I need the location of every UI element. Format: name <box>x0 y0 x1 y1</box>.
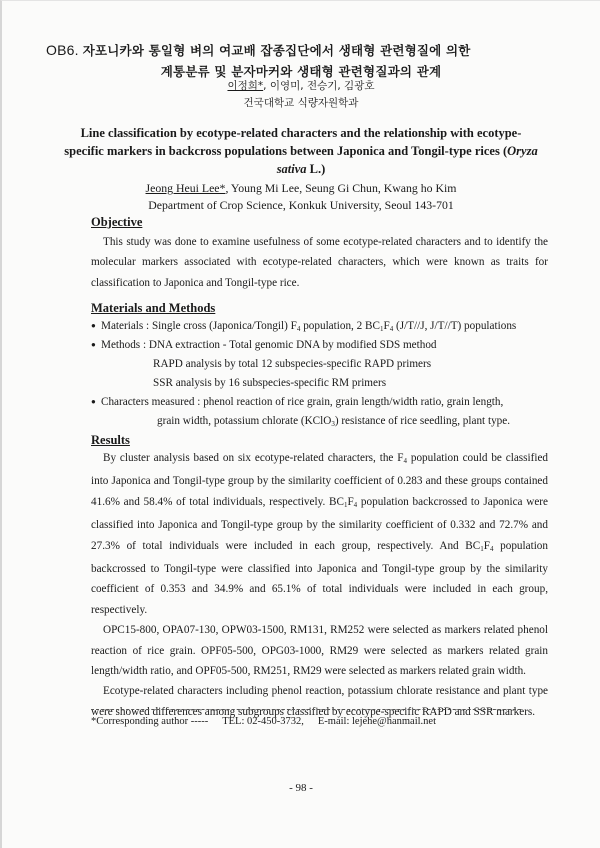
methods-line-3: SSR analysis by 16 subspecies-specific RM primers <box>153 377 387 389</box>
subscript: 4 <box>296 325 301 333</box>
korean-title-text-1: 자포니카와 통일형 벼의 여교배 잡종집단에서 생태형 관련형질에 의한 <box>82 43 471 58</box>
materials-text-d: (J/T//J, J/T//T) populations <box>393 320 517 332</box>
species-name: Oryza sativa <box>276 144 538 176</box>
bullet-icon: ● <box>91 397 96 406</box>
subscript: 1 <box>379 325 384 333</box>
korean-coauthors: , 이영미, 전승기, 김광호 <box>263 80 375 92</box>
subscript: 1 <box>480 544 484 553</box>
results-heading: Results <box>91 433 130 447</box>
results-paragraph-1 <box>91 448 548 620</box>
objective-text <box>91 232 548 293</box>
english-coauthors: , Young Mi Lee, Seung Gi Chun, Kwang ho Kim <box>225 181 457 195</box>
results-p1-a: By cluster analysis based on six ecotype-related characters, the F <box>103 452 404 464</box>
results-p1-d: population backcrossed to Japonica were classified into Japonica and Tongil-type group by the similarity coefficient of 0.332 and 72.7% and 27.3% of total individuals were included in each group, respectively. And BC <box>91 495 548 552</box>
korean-title-line-2: 계통분류 및 분자마커와 생태형 관련형질과의 관계 <box>160 64 442 79</box>
characters-colon: : <box>197 396 201 408</box>
english-authors <box>2 181 600 196</box>
methods-label: Methods <box>101 339 141 351</box>
materials-text-a: Single cross (Japonica/Tongil) F <box>151 320 297 332</box>
characters-text-a: grain width, potassium chlorate (KClO <box>157 415 332 427</box>
materials-text-b: population, 2 BC <box>300 320 380 332</box>
footer-divider <box>91 709 521 710</box>
results-p1-c: F <box>347 495 354 508</box>
bullet-icon: ● <box>91 340 96 349</box>
results-p1-e: F <box>483 539 490 552</box>
subscript: 4 <box>389 325 394 333</box>
subscript: 3 <box>331 420 335 428</box>
characters-label: Characters measured <box>101 396 195 408</box>
methods-line-2: RAPD analysis by total 12 subspecies-specific RAPD primers <box>153 358 432 370</box>
materials-label: Materials <box>101 320 144 332</box>
results-paragraph-3: Ecotype-related characters including phenol reaction, potassium chlorate resistance and plant type were showed differences among subgroups classified by ecotype-specific RAPD and SSR markers. <box>91 685 548 718</box>
characters-text-b: ) resistance of rice seedling, plant type. <box>334 415 511 427</box>
characters-line-1: phenol reaction of rice grain, grain length/width ratio, grain length, <box>203 396 504 408</box>
korean-authors <box>2 78 600 93</box>
corresponding-author-note <box>91 716 436 727</box>
characters-line-2 <box>157 415 510 428</box>
objective-heading: Objective <box>91 215 143 229</box>
materials-row <box>91 320 516 333</box>
materials-colon: : <box>146 320 150 332</box>
korean-affiliation: 건국대학교 식량자원학과 <box>243 97 359 109</box>
methods-line-1: DNA extraction - Total genomic DNA by modified SDS method <box>148 339 437 351</box>
methods-row <box>91 339 437 351</box>
results-p1-f: population backcrossed to Tongil-type were classified into Japonica and Tongil-type group by the similarity coefficient of 0.353 and 34.9% and 65.1% of total individuals were included in each group, respectively. <box>91 539 548 616</box>
results-text <box>91 448 548 722</box>
english-affiliation: Department of Crop Science, Konkuk University, Seoul 143-701 <box>148 198 454 212</box>
english-title-end: L.) <box>306 162 326 176</box>
results-paragraph-2: OPC15-800, OPA07-130, OPW03-1500, RM131, RM252 were selected as markers related phenol reaction of rice grain. OPF05-500, OPG03-1000, RM29 were selected as markers related grain length/width ratio, and OPF05-500, RM251, RM29 were selected as markers related grain width. <box>91 624 548 678</box>
abstract-code: OB6. <box>46 42 79 58</box>
korean-title-line-1 <box>42 41 550 59</box>
subscript: 4 <box>353 500 358 509</box>
corresponding-label: *Corresponding author ----- <box>91 716 209 727</box>
telephone: TEL: 02-450-3732, <box>222 716 304 727</box>
english-title <box>62 124 540 178</box>
bullet-icon: ● <box>91 321 96 330</box>
subscript: 4 <box>489 544 494 553</box>
objective-paragraph: This study was done to examine usefulness of some ecotype-related characters and to identify the molecular markers associated with ecotype-related characters, which were known as traits for classification to Japonica and Tongil-type rice. <box>91 236 548 289</box>
methods-heading: Materials and Methods <box>91 301 216 315</box>
results-p1-b: population could be classified into Japonica and Tongil-type group by the similarity coefficient of 0.283 and these groups contained 41.6% and 58.4% of total individuals, respectively. BC <box>91 452 548 508</box>
materials-text-c: F <box>383 320 390 332</box>
characters-row <box>91 396 503 408</box>
subscript: 1 <box>343 500 348 509</box>
english-title-text: Line classification by ecotype-related characters and the relationship with ecotype-specific markers in backcross populations between Japonica and Tongil-type rices ( <box>64 126 522 158</box>
methods-colon: : <box>142 339 147 351</box>
subscript: 4 <box>403 457 407 465</box>
english-first-author: Jeong Heui Lee* <box>145 181 226 195</box>
email-address: E-mail: lejehe@hanmail.net <box>317 716 436 727</box>
korean-first-author: 이정희* <box>227 80 264 92</box>
page-number: - 98 - <box>289 782 313 794</box>
